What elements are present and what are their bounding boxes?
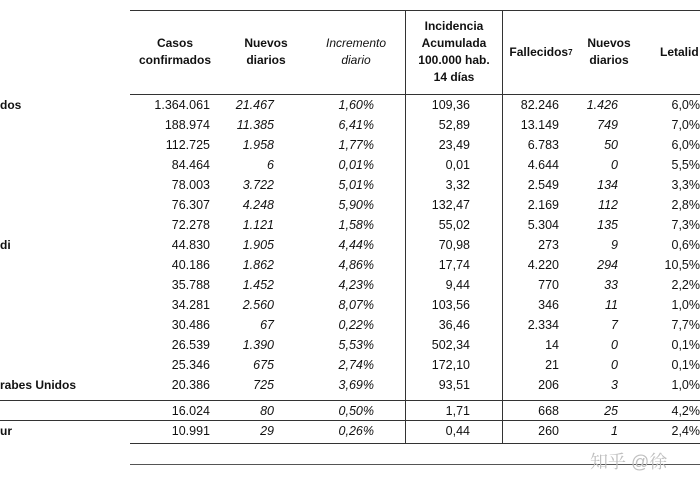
fallecidos-value: 82.246 bbox=[520, 97, 559, 112]
table-row bbox=[0, 115, 700, 135]
incidencia-acumulada-value: 103,56 bbox=[431, 297, 470, 312]
fallecidos-value: 13.149 bbox=[520, 117, 559, 132]
country-name bbox=[0, 315, 130, 335]
table-row bbox=[0, 135, 700, 155]
casos-confirmados-value: 1.364.061 bbox=[154, 97, 210, 112]
incidencia-acumulada-value: 0,44 bbox=[445, 423, 470, 438]
fallecidos-value: 14 bbox=[545, 337, 559, 352]
letalidad-value: 2,8% bbox=[671, 197, 700, 212]
fallecidos-value: 770 bbox=[538, 277, 559, 292]
country-name bbox=[0, 215, 130, 235]
table-row bbox=[0, 235, 700, 255]
table-row bbox=[0, 355, 700, 375]
header-nuevos-diarios: Nuevos diarios bbox=[244, 36, 288, 67]
nuevos-diarios-value: 1.905 bbox=[242, 237, 274, 252]
country-name bbox=[0, 401, 130, 421]
header-nuevos-fallecidos: Nuevos diarios bbox=[587, 36, 631, 67]
nuevos-fallecidos-value: 0 bbox=[611, 157, 618, 172]
nuevos-fallecidos-value: 25 bbox=[604, 403, 618, 418]
casos-confirmados-value: 25.346 bbox=[171, 357, 210, 372]
nuevos-fallecidos-value: 749 bbox=[597, 117, 618, 132]
table-row bbox=[0, 401, 700, 421]
letalidad-value: 2,2% bbox=[671, 277, 700, 292]
letalidad-value: 1,0% bbox=[671, 297, 700, 312]
incremento-diario-value: 5,53% bbox=[338, 337, 374, 352]
casos-confirmados-value: 30.486 bbox=[171, 317, 210, 332]
casos-confirmados-value: 44.830 bbox=[171, 237, 210, 252]
letalidad-value: 7,0% bbox=[671, 117, 700, 132]
casos-confirmados-value: 10.991 bbox=[171, 423, 210, 438]
nuevos-fallecidos-value: 11 bbox=[605, 297, 618, 312]
incremento-diario-value: 1,58% bbox=[338, 217, 374, 232]
header-casos-confirmados: Casos confirmados bbox=[138, 36, 211, 67]
letalidad-value: 3,3% bbox=[671, 177, 700, 192]
incidencia-acumulada-value: 3,32 bbox=[445, 177, 470, 192]
casos-confirmados-value: 20.386 bbox=[171, 377, 210, 392]
table-row bbox=[0, 255, 700, 275]
incremento-diario-value: 0,26% bbox=[338, 423, 374, 438]
incremento-diario-value: 4,44% bbox=[338, 237, 374, 252]
country-name bbox=[0, 275, 130, 295]
casos-confirmados-value: 40.186 bbox=[171, 257, 210, 272]
incidencia-acumulada-value: 9,44 bbox=[445, 277, 470, 292]
country-name bbox=[0, 135, 130, 155]
incremento-diario-value: 0,50% bbox=[338, 403, 374, 418]
country-name bbox=[0, 295, 130, 315]
nuevos-diarios-value: 725 bbox=[253, 377, 274, 392]
nuevos-diarios-value: 1.390 bbox=[242, 337, 274, 352]
fallecidos-value: 273 bbox=[538, 237, 559, 252]
incidencia-acumulada-value: 23,49 bbox=[438, 137, 470, 152]
incremento-diario-value: 1,77% bbox=[338, 137, 374, 152]
fallecidos-value: 4.220 bbox=[527, 257, 559, 272]
casos-confirmados-value: 78.003 bbox=[171, 177, 210, 192]
letalidad-value: 6,0% bbox=[671, 97, 700, 112]
table-row bbox=[0, 295, 700, 315]
nuevos-fallecidos-value: 0 bbox=[611, 337, 618, 352]
nuevos-fallecidos-value: 50 bbox=[604, 137, 618, 152]
letalidad-value: 10,5% bbox=[664, 257, 700, 272]
incremento-diario-value: 4,86% bbox=[338, 257, 374, 272]
fallecidos-value: 346 bbox=[538, 297, 559, 312]
nuevos-diarios-value: 21.467 bbox=[235, 97, 274, 112]
casos-confirmados-value: 188.974 bbox=[164, 117, 210, 132]
nuevos-fallecidos-value: 112 bbox=[598, 197, 618, 212]
letalidad-value: 1,0% bbox=[671, 377, 700, 392]
header-incidencia-acumulada: Incidencia Acumulada 100.000 hab. 14 días bbox=[418, 19, 490, 84]
incidencia-acumulada-value: 55,02 bbox=[438, 217, 470, 232]
incremento-diario-value: 1,60% bbox=[338, 97, 374, 112]
letalidad-value: 0,1% bbox=[671, 357, 700, 372]
letalidad-value: 6,0% bbox=[671, 137, 700, 152]
country-name bbox=[0, 175, 130, 195]
nuevos-diarios-value: 1.862 bbox=[242, 257, 274, 272]
incidencia-acumulada-value: 52,89 bbox=[438, 117, 470, 132]
country-name: di bbox=[0, 237, 11, 252]
nuevos-fallecidos-value: 3 bbox=[611, 377, 618, 392]
table-row bbox=[0, 421, 700, 441]
footnote-marker: 7 bbox=[568, 47, 573, 57]
fallecidos-value: 2.334 bbox=[527, 317, 559, 332]
table-row bbox=[0, 215, 700, 235]
fallecidos-value: 206 bbox=[538, 377, 559, 392]
incidencia-acumulada-value: 502,34 bbox=[431, 337, 470, 352]
nuevos-diarios-value: 1.121 bbox=[242, 217, 274, 232]
casos-confirmados-value: 26.539 bbox=[171, 337, 210, 352]
country-name: rabes Unidos bbox=[0, 377, 77, 392]
incremento-diario-value: 5,90% bbox=[338, 197, 374, 212]
casos-confirmados-value: 76.307 bbox=[171, 197, 210, 212]
header-fallecidos-label: Fallecidos bbox=[509, 44, 569, 59]
casos-confirmados-value: 34.281 bbox=[171, 297, 210, 312]
letalidad-value: 5,5% bbox=[671, 157, 700, 172]
nuevos-diarios-value: 2.560 bbox=[242, 297, 274, 312]
nuevos-diarios-value: 675 bbox=[253, 357, 274, 372]
fallecidos-value: 2.169 bbox=[527, 197, 559, 212]
country-name bbox=[0, 155, 130, 175]
incidencia-acumulada-value: 109,36 bbox=[431, 97, 470, 112]
casos-confirmados-value: 112.725 bbox=[165, 137, 210, 152]
table-row bbox=[0, 95, 700, 115]
table-row bbox=[0, 195, 700, 215]
header-incremento-diario: Incremento diario bbox=[325, 36, 387, 67]
nuevos-diarios-value: 1.452 bbox=[242, 277, 274, 292]
fallecidos-value: 2.549 bbox=[527, 177, 559, 192]
nuevos-fallecidos-value: 134 bbox=[597, 177, 618, 192]
incidencia-acumulada-value: 132,47 bbox=[431, 197, 470, 212]
letalidad-value: 4,2% bbox=[671, 403, 700, 418]
incidencia-acumulada-value: 70,98 bbox=[438, 237, 470, 252]
nuevos-diarios-value: 67 bbox=[260, 317, 274, 332]
casos-confirmados-value: 84.464 bbox=[171, 157, 210, 172]
country-name: dos bbox=[0, 97, 22, 112]
letalidad-value: 2,4% bbox=[671, 423, 700, 438]
nuevos-fallecidos-value: 1.426 bbox=[586, 97, 618, 112]
zhihu-watermark: 知乎 @徐 bbox=[590, 452, 668, 472]
incidencia-acumulada-value: 172,10 bbox=[431, 357, 470, 372]
table-row bbox=[0, 335, 700, 355]
country-name bbox=[0, 255, 130, 275]
casos-confirmados-value: 72.278 bbox=[171, 217, 210, 232]
nuevos-fallecidos-value: 1 bbox=[611, 423, 618, 438]
table-row bbox=[0, 375, 700, 395]
country-name bbox=[0, 335, 130, 355]
nuevos-fallecidos-value: 33 bbox=[604, 277, 618, 292]
incremento-diario-value: 0,01% bbox=[338, 157, 374, 172]
nuevos-diarios-value: 4.248 bbox=[242, 197, 274, 212]
casos-confirmados-value: 35.788 bbox=[171, 277, 210, 292]
letalidad-value: 0,6% bbox=[671, 237, 700, 252]
incremento-diario-value: 2,74% bbox=[338, 357, 374, 372]
table-row bbox=[0, 155, 700, 175]
letalidad-value: 0,1% bbox=[671, 337, 700, 352]
incremento-diario-value: 5,01% bbox=[338, 177, 374, 192]
casos-confirmados-value: 16.024 bbox=[171, 403, 210, 418]
nuevos-diarios-value: 6 bbox=[267, 157, 274, 172]
nuevos-diarios-value: 80 bbox=[260, 403, 274, 418]
nuevos-diarios-value: 29 bbox=[260, 423, 274, 438]
incremento-diario-value: 4,23% bbox=[338, 277, 374, 292]
header-fallecidos bbox=[503, 10, 579, 94]
country-name: ur bbox=[0, 423, 12, 438]
incremento-diario-value: 3,69% bbox=[338, 377, 374, 392]
incidencia-acumulada-value: 93,51 bbox=[438, 377, 470, 392]
letalidad-value: 7,7% bbox=[671, 317, 700, 332]
table-row bbox=[0, 315, 700, 335]
country-name bbox=[0, 355, 130, 375]
nuevos-fallecidos-value: 0 bbox=[611, 357, 618, 372]
nuevos-fallecidos-value: 9 bbox=[611, 237, 618, 252]
fallecidos-value: 4.644 bbox=[527, 157, 559, 172]
table-row bbox=[0, 175, 700, 195]
fallecidos-value: 21 bbox=[545, 357, 559, 372]
fallecidos-value: 260 bbox=[538, 423, 559, 438]
nuevos-fallecidos-value: 7 bbox=[611, 317, 618, 332]
table-bottom-rule bbox=[130, 443, 700, 444]
incidencia-acumulada-value: 1,71 bbox=[445, 403, 470, 418]
incidencia-acumulada-value: 17,74 bbox=[438, 257, 470, 272]
incremento-diario-value: 6,41% bbox=[338, 117, 374, 132]
header-letalidad: Letalid bbox=[660, 44, 699, 59]
nuevos-diarios-value: 11.385 bbox=[236, 117, 274, 132]
fallecidos-value: 668 bbox=[538, 403, 559, 418]
country-name bbox=[0, 115, 130, 135]
fallecidos-value: 6.783 bbox=[527, 137, 559, 152]
table-row bbox=[0, 275, 700, 295]
country-name bbox=[0, 195, 130, 215]
letalidad-value: 7,3% bbox=[671, 217, 700, 232]
nuevos-fallecidos-value: 135 bbox=[597, 217, 618, 232]
incidencia-acumulada-value: 36,46 bbox=[438, 317, 470, 332]
fallecidos-value: 5.304 bbox=[527, 217, 559, 232]
incidencia-acumulada-value: 0,01 bbox=[445, 157, 470, 172]
nuevos-diarios-value: 1.958 bbox=[242, 137, 274, 152]
nuevos-diarios-value: 3.722 bbox=[242, 177, 274, 192]
nuevos-fallecidos-value: 294 bbox=[597, 257, 618, 272]
incremento-diario-value: 8,07% bbox=[338, 297, 374, 312]
incremento-diario-value: 0,22% bbox=[338, 317, 374, 332]
